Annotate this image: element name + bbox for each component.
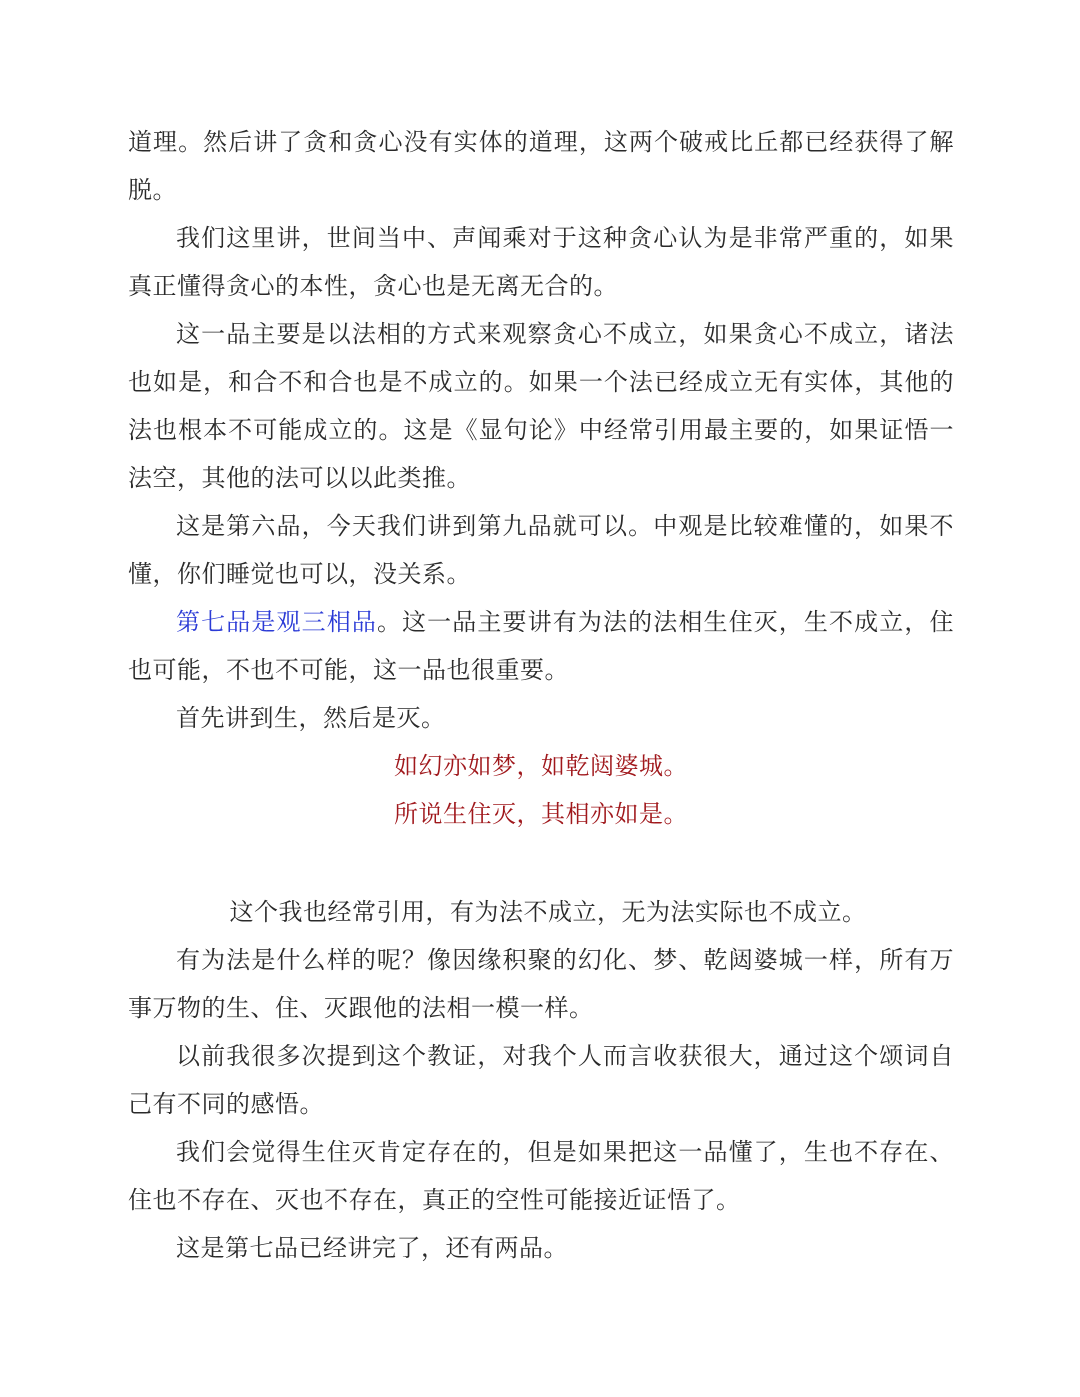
paragraph-8: 有为法是什么样的呢？像因缘积聚的幻化、梦、乾闼婆城一样，所有万事万物的生、住、灭跟他的法相一模一样。 (128, 946, 954, 1022)
paragraph-6: 首先讲到生，然后是灭。 (176, 704, 446, 732)
paragraph-11: 这是第七品已经讲完了，还有两品。 (176, 1234, 568, 1262)
paragraph-9: 以前我很多次提到这个教证，对我个人而言收获很大，通过这个颂词自己有不同的感悟。 (128, 1042, 954, 1118)
verse-spacer (128, 838, 954, 888)
verse-line-1: 如幻亦如梦，如乾闼婆城。 (394, 752, 688, 780)
verse-line-2: 所说生住灭，其相亦如是。 (394, 800, 688, 828)
paragraph-5-text: 。这一品主要讲有为法的法相生住灭，生不成立，住也可能，不也不可能，这一品也很重要。 (128, 608, 955, 684)
paragraph-5 (128, 598, 954, 694)
paragraph-2: 我们这里讲，世间当中、声闻乘对于这种贪心认为是非常严重的，如果真正懂得贪心的本性，贪心也是无离无合的。 (128, 224, 954, 300)
paragraph-7: 这个我也经常引用，有为法不成立，无为法实际也不成立。 (229, 898, 867, 926)
document-body (128, 118, 954, 1272)
chapter-seven-heading: 第七品是观三相品 (176, 608, 377, 636)
paragraph-10: 我们会觉得生住灭肯定存在的，但是如果把这一品懂了，生也不存在、住也不存在、灭也不存在，真正的空性可能接近证悟了。 (128, 1138, 954, 1214)
paragraph-4: 这是第六品，今天我们讲到第九品就可以。中观是比较难懂的，如果不懂，你们睡觉也可以，没关系。 (128, 512, 954, 588)
paragraph-1: 道理。然后讲了贪和贪心没有实体的道理，这两个破戒比丘都已经获得了解脱。 (128, 128, 954, 204)
paragraph-3: 这一品主要是以法相的方式来观察贪心不成立，如果贪心不成立，诸法也如是，和合不和合也是不成立的。如果一个法已经成立无有实体，其他的法也根本不可能成立的。这是《显句论》中经常引用最主要的，如果证悟一法空，其他的法可以以此类推。 (128, 320, 954, 492)
